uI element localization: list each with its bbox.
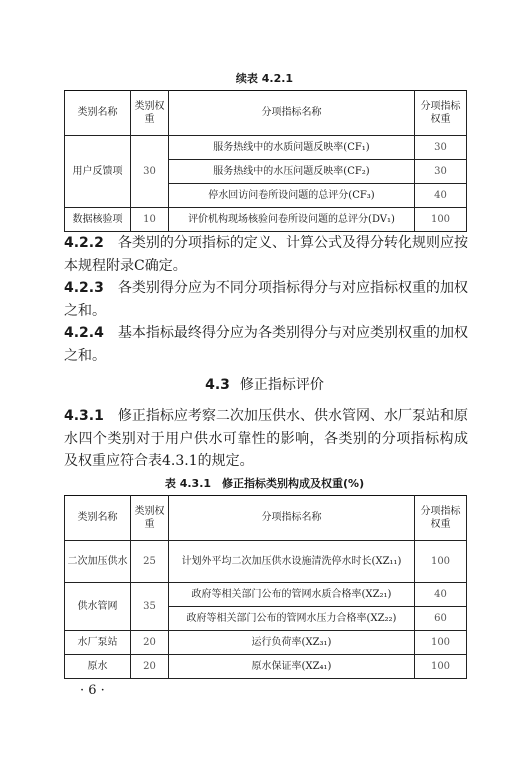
clause-4-2-3: [64, 277, 468, 322]
item-name-cell: 服务热线中的水压问题反映率(CF₂): [169, 160, 415, 184]
clause-text: 修正指标应考察二次加压供水、供水管网、水厂泵站和原水四个类别对于用户供水可靠性的影响，各类别的分项指标构成及权重应符合表4.3.1的规定。: [64, 408, 469, 469]
table-row: [65, 583, 467, 607]
item-weight-cell: 30: [415, 136, 467, 160]
item-name-cell: 原水保证率(XZ₄₁): [169, 655, 415, 679]
header-category-weight: 类别权重: [131, 91, 169, 136]
item-name-cell: 评价机构现场核验问卷所设问题的总评分(DV₁): [169, 208, 415, 232]
item-name-cell: 运行负荷率(XZ₃₁): [169, 631, 415, 655]
category-weight-cell: 20: [131, 655, 169, 679]
item-name-cell: 停水回访问卷所设问题的总评分(CF₃): [169, 184, 415, 208]
header-item-name: 分项指标名称: [169, 496, 415, 541]
table-row: [65, 631, 467, 655]
table-row: [65, 541, 467, 583]
section-title: 修正指标评价: [239, 377, 324, 393]
header-category-name: 类别名称: [65, 91, 131, 136]
item-name-cell: 政府等相关部门公布的管网水质合格率(XZ₂₁): [169, 583, 415, 607]
category-cell: 数据核验项: [65, 208, 131, 232]
table-4-2-1-continued: [64, 90, 467, 232]
clause-4-2-2: [64, 232, 468, 277]
clause-4-3-1: [64, 405, 468, 473]
item-weight-cell: 100: [415, 631, 467, 655]
table-4-3-1: [64, 495, 467, 679]
item-name-cell: 服务热线中的水质问题反映率(CF₁): [169, 136, 415, 160]
item-name-cell: 政府等相关部门公布的管网水压力合格率(XZ₂₂): [169, 607, 415, 631]
clause-text: 各类别得分应为不同分项指标得分与对应指标权重的加权之和。: [64, 280, 469, 319]
clause-number: 4.3.1: [64, 408, 104, 424]
table-row: [65, 208, 467, 232]
section-heading: [0, 374, 529, 394]
table-caption: 表 4.3.1 修正指标类别构成及权重(%): [164, 477, 365, 490]
category-cell: 二次加压供水: [65, 541, 131, 583]
page-number: · 6 ·: [80, 683, 105, 698]
clause-number: 4.2.4: [64, 325, 104, 341]
category-weight-cell: 25: [131, 541, 169, 583]
clause-number: 4.2.3: [64, 280, 104, 296]
table-caption: 续表 4.2.1: [235, 72, 294, 85]
category-weight-cell: 30: [131, 136, 169, 208]
item-weight-cell: 100: [415, 655, 467, 679]
header-item-weight: 分项指标权重: [415, 91, 467, 136]
header-item-name: 分项指标名称: [169, 91, 415, 136]
item-weight-cell: 60: [415, 607, 467, 631]
item-weight-cell: 100: [415, 541, 467, 583]
category-weight-cell: 20: [131, 631, 169, 655]
category-weight-cell: 10: [131, 208, 169, 232]
clause-text: 基本指标最终得分应为各类别得分与对应类别权重的加权之和。: [64, 325, 469, 364]
category-cell: 原水: [65, 655, 131, 679]
category-weight-cell: 35: [131, 583, 169, 631]
category-cell: 用户反馈项: [65, 136, 131, 208]
item-weight-cell: 100: [415, 208, 467, 232]
category-cell: 供水管网: [65, 583, 131, 631]
clause-text: 各类别的分项指标的定义、计算公式及得分转化规则应按本规程附录C确定。: [64, 235, 469, 274]
item-weight-cell: 40: [415, 583, 467, 607]
clause-4-2-4: [64, 322, 468, 367]
header-category-name: 类别名称: [65, 496, 131, 541]
header-item-weight: 分项指标权重: [415, 496, 467, 541]
clause-number: 4.2.2: [64, 235, 104, 251]
table-row: [65, 655, 467, 679]
item-weight-cell: 40: [415, 184, 467, 208]
section-number: 4.3: [205, 377, 230, 393]
item-weight-cell: 30: [415, 160, 467, 184]
table-row: [65, 136, 467, 160]
header-category-weight: 类别权重: [131, 496, 169, 541]
item-name-cell: 计划外平均二次加压供水设施清洗停水时长(XZ₁₁): [169, 541, 415, 583]
category-cell: 水厂泵站: [65, 631, 131, 655]
